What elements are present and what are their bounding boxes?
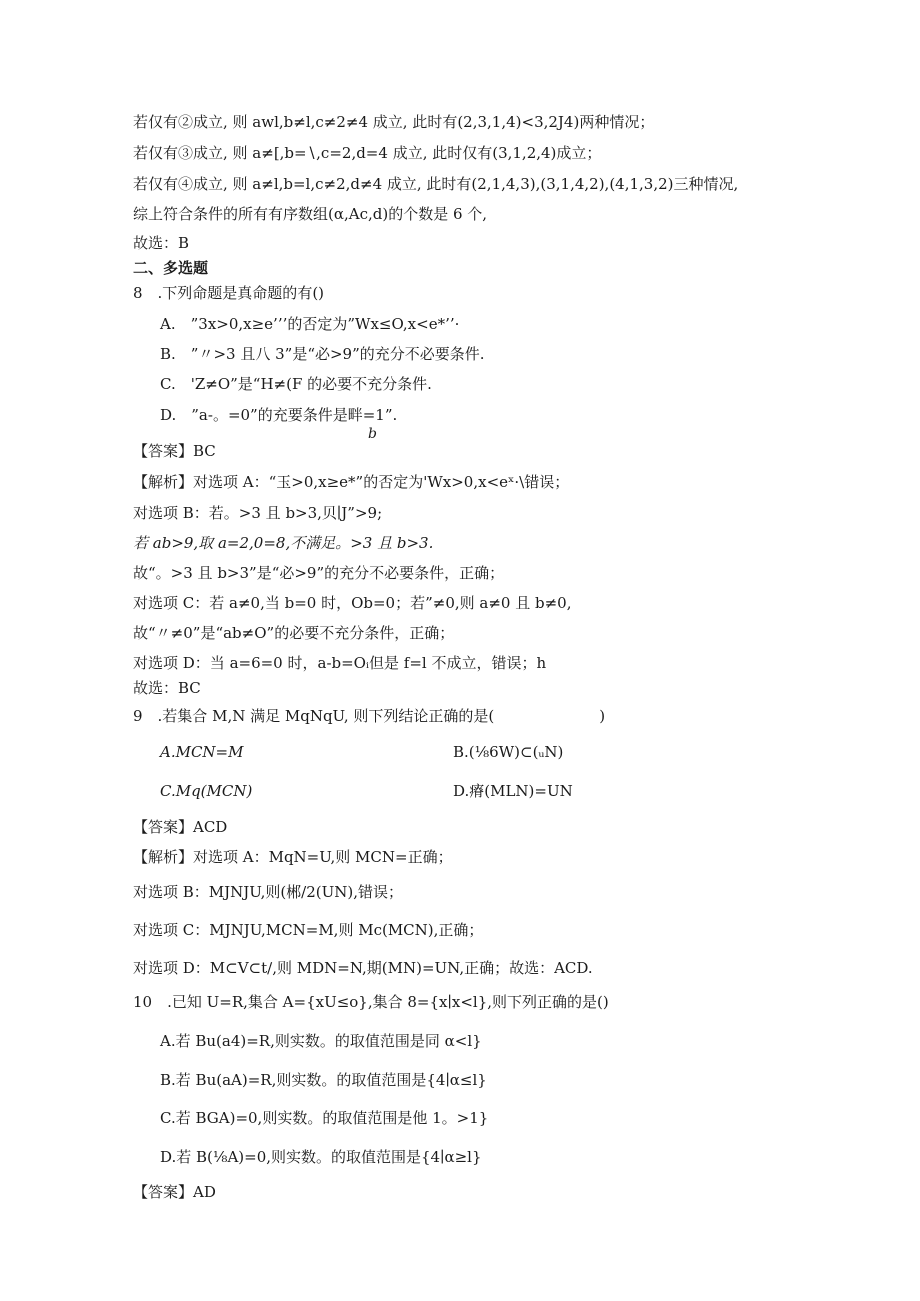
question-10-answer: 【答案】AD [133, 1183, 216, 1201]
question-9-option-b: B.(⅛6W)⊂(ᵤN) [453, 743, 564, 761]
question-9-option-c: C.Mq(MCN) [160, 782, 253, 800]
question-8-analysis-line: 对选项 D：当 a=6=0 时，a-b=Oᵢ但是 f=l 不成立，错误；h [133, 654, 547, 672]
question-8-analysis-line: 故“〃≠0”是“ab≠O”的必要不充分条件，正确； [133, 624, 455, 642]
question-8-analysis-line: 对选项 C：若 a≠0,当 b=0 时，Ob=0；若”≠0,则 a≠0 且 b≠0, [133, 594, 572, 612]
question-9-answer: 【答案】ACD [133, 818, 228, 836]
question-8-option-d-subscript: b [368, 426, 377, 442]
question-8-analysis-line: 故“。>3 且 b>3”是“必>9”的充分不必要条件，正确； [133, 564, 505, 582]
question-10-stem: 10 .已知 U=R,集合 A={xU≤o},集合 8={x∣x<l},则下列正确的是() [133, 993, 609, 1011]
text-line: 若仅有②成立, 则 awl,b≠l,c≠2≠4 成立, 此时有(2,3,1,4)<3,2J4)两种情况； [133, 113, 655, 131]
question-9-analysis-line: 对选项 B：MJNJU,则(郴/2(UN),错误； [133, 883, 404, 901]
text-line: 若仅有③成立, 则 a≠[,b=∖,c=2,d=4 成立, 此时仅有(3,1,2,4)成立； [133, 144, 602, 162]
section-title: 二、多选题 [133, 259, 209, 277]
question-8-stem: 8 .下列命题是真命题的有() [133, 284, 325, 302]
question-8-option-b: B. ”〃>3 且八 3”是“必>9”的充分不必要条件. [160, 345, 485, 363]
question-8-analysis-line: 若 ab>9,取 a=2,0=8,不满足。>3 且 b>3. [133, 534, 434, 552]
question-8-option-c: C. 'Z≠O”是“H≠(F 的必要不充分条件. [160, 375, 432, 393]
question-9-analysis-line: 对选项 C：MJNJU,MCN=M,则 Mc(MCN),正确； [133, 921, 484, 939]
question-8-option-a: A. ”3x>0,x≥e’’’的否定为”Wx≤O,x<e*’’· [160, 315, 460, 333]
text-line: 若仅有④成立, 则 a≠l,b=l,c≠2,d≠4 成立, 此时有(2,1,4,3),(3,1,4,2),(4,1,3,2)三种情况, [133, 175, 739, 193]
question-9-analysis-line: 【解析】对选项 A：MqN=U,则 MCN=正确； [133, 848, 453, 866]
question-10-option-a: A.若 Bu(a4)=R,则实数。的取值范围是同 α<l} [160, 1032, 482, 1050]
question-8-analysis-line: 【解析】对选项 A：“玉>0,x≥e*”的否定为'Wx>0,x<eˣ·\错误； [133, 473, 570, 491]
question-9-analysis-line: 对选项 D：M⊂V⊂t∕,则 MDN=N,期(MN)=UN,正确；故选：ACD. [133, 959, 593, 977]
question-10-option-b: B.若 Bu(aA)=R,则实数。的取值范围是{4∣α≤l} [160, 1071, 487, 1089]
text-line: 故选：B [133, 234, 190, 252]
question-8-option-d: D. ”a-。=0”的充要条件是畔=1”. [160, 406, 398, 424]
question-8-answer: 【答案】BC [133, 442, 216, 460]
question-10-option-c: C.若 BGA)=0,则实数。的取值范围是他 1。>1} [160, 1109, 489, 1127]
question-9-stem: 9 .若集合 M,N 满足 MqNqU, 则下列结论正确的是( ) [133, 707, 606, 725]
question-10-option-d: D.若 B(⅛A)=0,则实数。的取值范围是{4∣α≥l} [160, 1148, 482, 1166]
question-9-option-a: A.MCN=M [160, 743, 244, 761]
question-8-analysis-line: 对选项 B：若。>3 且 b>3,贝∣J”>9; [133, 504, 383, 522]
question-8-analysis-line: 故选：BC [133, 679, 201, 697]
question-9-option-d: D.瘠(MLN)=UN [453, 782, 573, 800]
text-line: 综上符合条件的所有有序数组(α,Ac,d)的个数是 6 个, [133, 205, 488, 223]
